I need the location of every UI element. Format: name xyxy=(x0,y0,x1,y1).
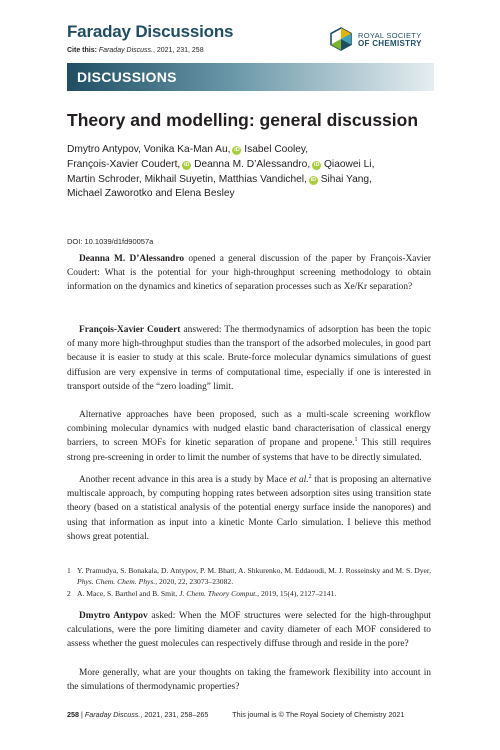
paragraph-text: Alternative approaches have been proposed, such as a multi-scale screening workflow combining molecular dynamics with nudged elastic band characterisation of classical energy barriers, to screen MOFs for kinetic separation of propane and propene. xyxy=(67,410,431,449)
paragraph-answer-2 xyxy=(67,408,431,465)
page-number: 258 xyxy=(67,710,79,719)
speaker-name: François-Xavier Coudert xyxy=(79,325,181,335)
reference-journal[interactable]: J. Chem. Theory Comput. xyxy=(179,588,258,598)
paragraph-question-2 xyxy=(67,609,431,652)
reference-item xyxy=(67,565,431,588)
orcid-icon[interactable]: iD xyxy=(313,161,320,168)
rsc-hexagon-icon xyxy=(330,27,352,51)
reference-text xyxy=(77,565,431,588)
footer-journal: Faraday Discuss. xyxy=(84,710,141,719)
paragraph-text: More generally, what are your thoughts on taking the framework flexibility into account in the simulations of thermodynamic properties? xyxy=(67,668,431,693)
reference-number: 1 xyxy=(67,566,71,575)
page-footer xyxy=(67,710,437,719)
rsc-logo xyxy=(330,27,470,53)
rsc-name-line1: ROYAL SOCIETY xyxy=(358,31,422,40)
author-names: Dmytro Antypov, Vonika Ka-Man Au, xyxy=(67,144,231,155)
paragraph-text: opened a general discussion of the paper by François-Xavier Coudert: What is the potential for your high-throughput screening methodology to obtain information on the dynamics and kinetics of separation processes such as Xe/Kr separation? xyxy=(67,254,431,293)
paragraph-text: Another recent advance in this area is a study by Mace xyxy=(79,475,290,485)
section-banner xyxy=(67,63,434,91)
doi-line[interactable]: DOI: 10.1039/d1fd90057a xyxy=(67,237,154,246)
reference-link[interactable]: 2 xyxy=(308,473,312,480)
footer-separator: | xyxy=(79,710,85,719)
author-names: Michael Zaworotko and Elena Besley xyxy=(67,188,235,200)
reference-item xyxy=(67,588,431,599)
reference-list xyxy=(67,565,431,599)
orcid-icon[interactable]: iD xyxy=(184,161,190,168)
reference-details: , 2020, 22, 23073–23082. xyxy=(155,577,234,587)
paragraph-answer-3 xyxy=(67,473,431,544)
cite-line xyxy=(67,47,204,54)
paragraph-question-1 xyxy=(67,252,431,295)
paragraph-text: that is proposing an alternative multiscale approach, by computing hopping rates between adsorption sites using transition state theory (based on a statistical analysis of the potential energy surface inside the nanopores) and using that information as input into a kinetic Monte Carlo simulation. I believe this method shows great potential. xyxy=(67,475,431,542)
paragraph-question-3 xyxy=(67,666,431,694)
cite-details: , 2021, 231, 258 xyxy=(152,47,204,54)
cite-journal: Faraday Discuss. xyxy=(98,47,153,54)
section-banner-label: DISCUSSIONS xyxy=(77,69,177,85)
paragraph-text: This still requires strong pre-screening in order to limit the number of systems that have to be directly simulated. xyxy=(67,438,431,463)
author-names: François-Xavier Coudert, xyxy=(67,158,181,170)
orcid-icon[interactable]: iD xyxy=(234,147,240,153)
author-names: Martin Schroder, Mikhail Suyetin, Matthias Vandichel, xyxy=(67,173,307,185)
journal-title: Faraday Discussions xyxy=(67,22,234,41)
article-title: Theory and modelling: general discussion xyxy=(67,110,419,130)
paragraph-answer-1 xyxy=(67,323,431,394)
cite-label: Cite this: xyxy=(67,47,97,54)
paragraph-text: asked: When the MOF structures were selected for the high-throughput calculations, were the pore limiting diameter and cavity diameter of each MOF considered to assess whether the guest molecules can respectively diffuse through and reside in the pore? xyxy=(67,611,431,650)
reference-authors: A. Mace, S. Barthel and B. Smit, xyxy=(77,588,180,598)
author-names: Isabel Cooley, xyxy=(241,144,309,155)
footer-copyright: This journal is © The Royal Society of Chemistry 2021 xyxy=(232,710,405,719)
orcid-icon[interactable]: iD xyxy=(310,176,317,183)
author-names: Sihai Yang, xyxy=(317,173,372,185)
paragraph-text: answered: The thermodynamics of adsorption has been the topic of many more high-throughput studies than the transport of the adsorbed molecules, in good part because it is easier to study at this scale. Brute-force molecular dynamics simulations of guest diffusion are very expensive in terms of computational time, especially if one is interested in transport outside of the “zero loading” limit. xyxy=(67,325,431,392)
reference-number: 2 xyxy=(67,588,71,598)
speaker-name: Deanna M. D’Alessandro xyxy=(79,254,185,264)
author-list xyxy=(67,143,437,202)
reference-details: , 2019, 15(4), 2127–2141. xyxy=(257,588,337,598)
author-names: Qiaowei Li, xyxy=(321,158,375,170)
reference-link[interactable]: 1 xyxy=(354,437,358,444)
reference-text xyxy=(77,588,431,599)
reference-authors: Y. Pramudya, S. Bonakala, D. Antypov, P. M. Bhatt, A. Shkurenko, M. Eddaoudi, M. J. Rosseinsky and M. S. Dyer, xyxy=(77,566,431,575)
author-names: Deanna M. D’Alessandro, xyxy=(191,158,311,170)
reference-journal[interactable]: Phys. Chem. Chem. Phys. xyxy=(77,577,156,587)
paragraph-text-italic: et al. xyxy=(289,475,309,485)
speaker-name: Dmytro Antypov xyxy=(79,611,148,621)
rsc-name-line2: OF CHEMISTRY xyxy=(358,39,422,48)
footer-citation: , 2021, 231, 258–265 xyxy=(140,710,209,719)
